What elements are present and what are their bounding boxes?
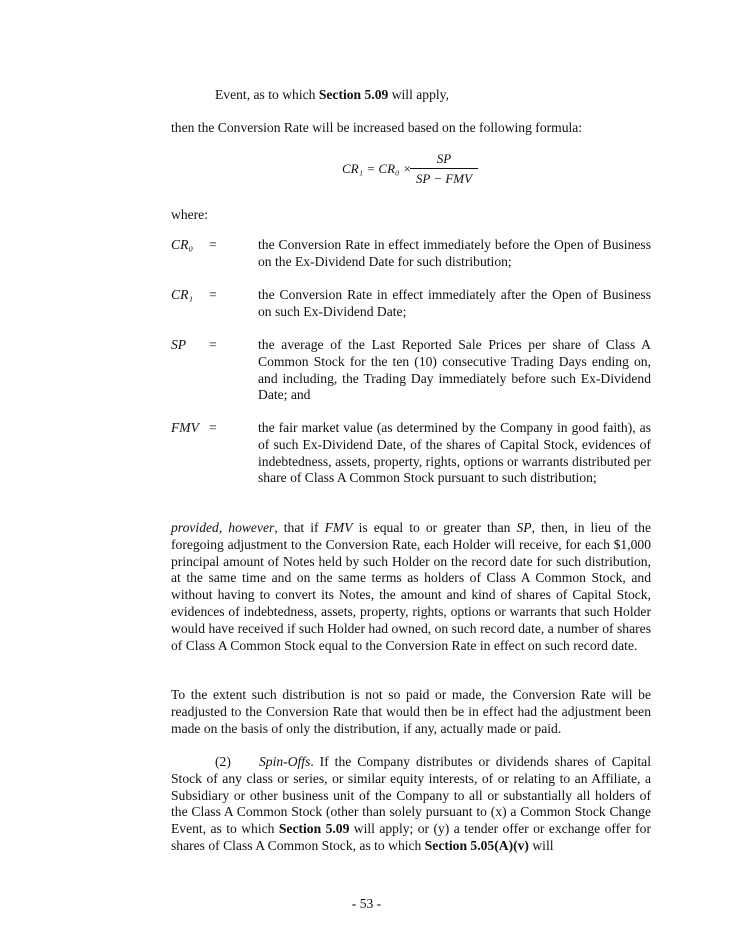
fraction-bar: [410, 168, 478, 169]
definition-text: the fair market value (as determined by the Company in good faith), as of such Ex-Dividend Date, of the shares of Capital Stock, evidences of indebtedness, assets, property, rights, options or warrants distributed per share of Class A Common Stock pursuant to such distribution;: [258, 420, 651, 486]
italic-lead: provided, however: [171, 520, 275, 535]
page-number: - 53 -: [351, 896, 382, 911]
definition-term: CR₀: [171, 237, 194, 252]
spin-offs-paragraph: [171, 754, 651, 855]
definition-equals: =: [209, 420, 217, 435]
text-run: , that if: [274, 520, 325, 535]
definition-text: the average of the Last Reported Sale Prices per share of Class A Common Stock for the ten (10) consecutive Trading Days ending on, and including, the Trading Day immediately before such Ex-Dividend Date; and: [258, 337, 651, 403]
conversion-formula: [340, 151, 540, 187]
clause-heading: Spin-Offs: [259, 754, 311, 769]
definition-term: SP: [171, 337, 187, 352]
variable-sp: SP: [516, 520, 532, 535]
continuation-line: [215, 87, 655, 104]
variable-fmv: FMV: [324, 520, 353, 535]
text-run: will apply; or (y) a tender offer or exchange offer for shares of Class A Common Stock, as to which: [171, 821, 651, 853]
readjustment-paragraph: To the extent such distribution is not so paid or made, the Conversion Rate will be readjusted to the Conversion Rate that would then be in effect had the adjustment been made on the basis of only the distribution, if any, actually made or paid.: [171, 687, 651, 736]
definition-equals: =: [209, 287, 217, 302]
text-run: , then, in lieu of the foregoing adjustment to the Conversion Rate, each Holder will receive, for each $1,000 principal amount of Notes held by such Holder on the record date for such distribution, at the same time and on the same terms as holders of Class A Common Stock, and without having to convert its Notes, the amount and kind of shares of Capital Stock, evidences of indebtedness, assets, property, rights, options or warrants that such Holder would have received if such Holder had owned, on such record date, a number of shares of Class A Common Stock equal to the Conversion Rate in effect on such record date.: [171, 520, 651, 653]
section-reference: Section 5.09: [318, 87, 389, 102]
section-reference: Section 5.09: [278, 821, 350, 837]
where-label: where:: [171, 207, 208, 222]
text-run: Event, as to which: [215, 87, 319, 102]
clause-number: (2): [215, 754, 231, 769]
formula-intro: then the Conversion Rate will be increased based on the following formula:: [171, 120, 583, 135]
definition-equals: =: [209, 337, 217, 352]
formula-denominator: SP − FMV: [415, 171, 473, 186]
proviso-paragraph: [171, 520, 651, 654]
text-run: . If the Company distributes or dividends shares of Capital Stock of any class or series, or similar equity interests, of or relating to an Affiliate, a Subsidiary or other business unit of the Company to all or substantially all holders of the Class A Common Stock (other than solely pursuant to (x) a Common Stock Change Event, as to which: [171, 754, 651, 837]
text-run: will apply,: [388, 87, 449, 102]
definition-text: the Conversion Rate in effect immediately before the Open of Business on the Ex-Dividend Date for such distribution;: [258, 237, 651, 269]
formula-lhs: CR₁ = CR₀ ×: [342, 161, 412, 176]
text-run: will: [528, 837, 554, 853]
definition-term: FMV: [171, 420, 199, 435]
definition-text: the Conversion Rate in effect immediately after the Open of Business on such Ex-Dividend Date;: [258, 287, 651, 319]
text-run: is equal to or greater than: [352, 520, 517, 535]
definition-equals: =: [209, 237, 217, 252]
definition-term: CR₁: [171, 287, 194, 302]
formula-numerator: SP: [436, 151, 452, 166]
section-reference: Section 5.05(A)(v): [424, 837, 529, 853]
